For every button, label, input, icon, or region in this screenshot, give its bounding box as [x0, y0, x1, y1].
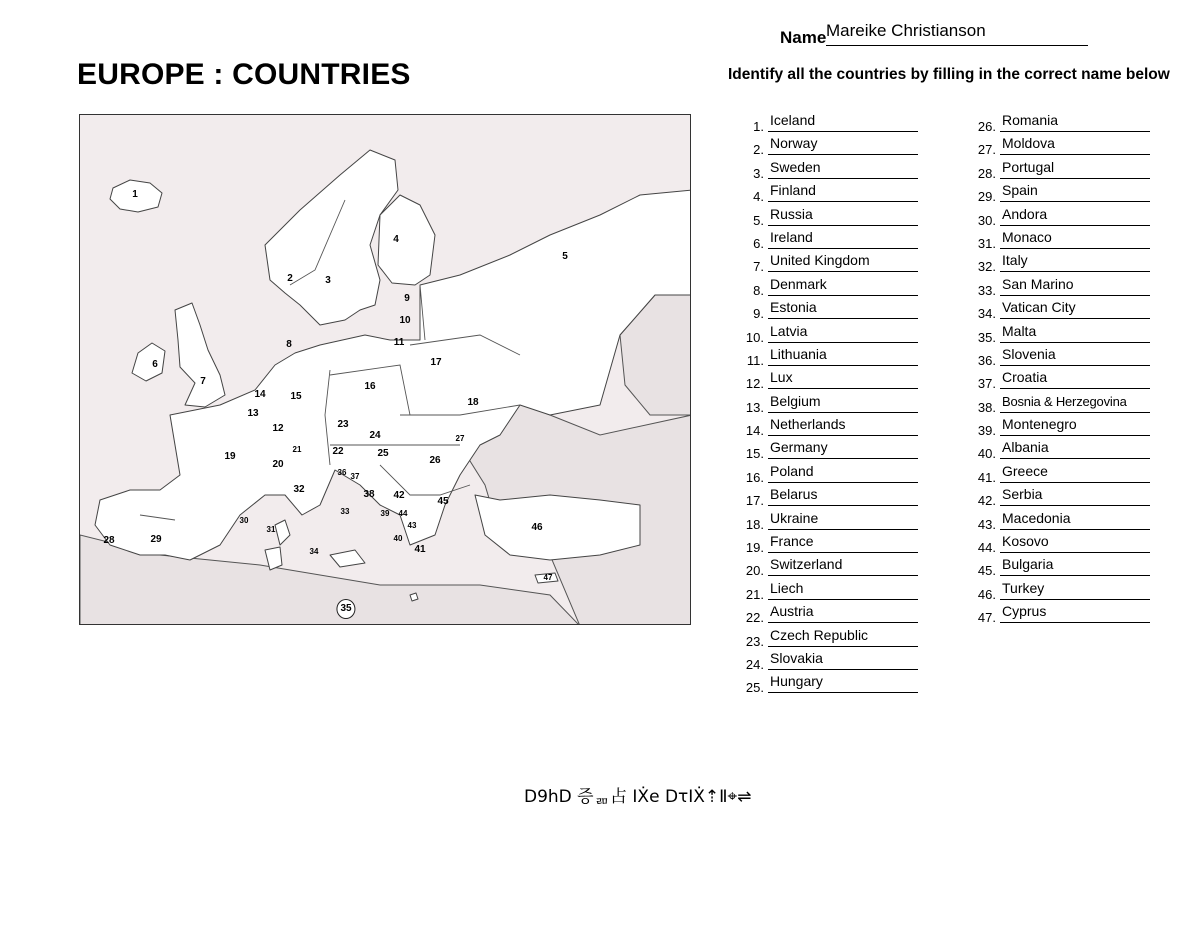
map-label-25: 25: [377, 448, 389, 459]
answer-field[interactable]: Latvia: [768, 322, 918, 343]
answer-number: 31.: [977, 235, 996, 251]
map-label-28: 28: [103, 535, 115, 546]
answer-number: 32.: [977, 259, 996, 275]
answer-number: 24.: [745, 656, 764, 672]
map-label-4: 4: [393, 234, 399, 245]
answer-number: 42.: [977, 493, 996, 509]
map-label-11: 11: [393, 337, 405, 348]
answer-field[interactable]: Netherlands: [768, 415, 918, 436]
map-label-31: 31: [266, 525, 276, 534]
map-label-7: 7: [200, 376, 206, 387]
answer-field[interactable]: Switzerland: [768, 555, 918, 576]
map-label-26: 26: [429, 455, 441, 466]
map-label-22: 22: [332, 446, 344, 457]
answer-field[interactable]: Italy: [1000, 251, 1150, 272]
answer-number: 10.: [745, 329, 764, 345]
answer-field[interactable]: Cyprus: [1000, 602, 1150, 623]
answer-field[interactable]: Sweden: [768, 158, 918, 179]
map-label-13: 13: [247, 408, 259, 419]
answer-number: 41.: [977, 469, 996, 485]
answer-field[interactable]: Ukraine: [768, 509, 918, 530]
answer-field[interactable]: Romania: [1000, 111, 1150, 132]
answer-number: 6.: [753, 235, 764, 251]
answer-field[interactable]: Belarus: [768, 485, 918, 506]
map-label-42: 42: [393, 490, 405, 501]
answer-number: 17.: [745, 493, 764, 509]
answer-field[interactable]: Bosnia & Herzegovina: [1000, 392, 1150, 413]
map-label-14: 14: [254, 389, 266, 400]
map-label-5: 5: [562, 251, 568, 262]
map-label-12: 12: [272, 423, 284, 434]
answer-number: 19.: [745, 540, 764, 556]
map-label-19: 19: [224, 451, 236, 462]
map-label-18: 18: [467, 397, 479, 408]
answer-number: 22.: [745, 610, 764, 626]
map-label-35: 35: [336, 599, 355, 619]
page-title: EUROPE : COUNTRIES: [77, 58, 411, 91]
answer-number: 3.: [753, 165, 764, 181]
europe-map: [79, 114, 691, 625]
answer-number: 28.: [977, 165, 996, 181]
answer-field[interactable]: Germany: [768, 438, 918, 459]
europe-map-drawing: [80, 115, 691, 625]
answer-field[interactable]: Turkey: [1000, 579, 1150, 600]
map-label-10: 10: [399, 315, 411, 326]
map-label-45: 45: [437, 496, 449, 507]
map-label-27: 27: [455, 434, 465, 443]
answer-number: 9.: [753, 306, 764, 322]
answer-field[interactable]: Slovenia: [1000, 345, 1150, 366]
answer-field[interactable]: Montenegro: [1000, 415, 1150, 436]
answer-number: 13.: [745, 399, 764, 415]
scandinavia-shape: [265, 150, 398, 325]
map-label-30: 30: [239, 516, 249, 525]
answer-field[interactable]: Greece: [1000, 462, 1150, 483]
answer-number: 34.: [977, 306, 996, 322]
answer-number: 36.: [977, 352, 996, 368]
answer-number: 7.: [753, 259, 764, 275]
answer-field[interactable]: Croatia: [1000, 368, 1150, 389]
uk-shape: [175, 303, 225, 407]
answer-field[interactable]: Vatican City: [1000, 298, 1150, 319]
map-label-39: 39: [380, 509, 390, 518]
answer-number: 37.: [977, 376, 996, 392]
answer-field[interactable]: Lithuania: [768, 345, 918, 366]
answer-field[interactable]: Andora: [1000, 205, 1150, 226]
answer-number: 2.: [753, 142, 764, 158]
answer-field[interactable]: Macedonia: [1000, 509, 1150, 530]
answer-number: 35.: [977, 329, 996, 345]
map-label-34: 34: [309, 547, 319, 556]
answer-field[interactable]: Iceland: [768, 111, 918, 132]
answer-number: 30.: [977, 212, 996, 228]
answer-number: 25.: [745, 680, 764, 696]
instructions-text: Identify all the countries by filling in the correct name below: [728, 66, 1170, 83]
map-label-43: 43: [407, 521, 417, 530]
footer-garbled-text: D9hD 증ᆱ占 IẊe DτIẊ⇡Ⅱ⌖⇌: [524, 787, 752, 807]
corsica-shape: [275, 520, 290, 545]
answer-number: 26.: [977, 119, 996, 134]
map-label-24: 24: [369, 430, 381, 441]
answer-number: 29.: [977, 189, 996, 205]
map-label-33: 33: [340, 507, 350, 516]
answer-field[interactable]: Kosovo: [1000, 532, 1150, 553]
answer-number: 18.: [745, 516, 764, 532]
answer-field[interactable]: Serbia: [1000, 485, 1150, 506]
answer-number: 45.: [977, 563, 996, 579]
map-label-1: 1: [132, 189, 138, 200]
map-label-8: 8: [286, 339, 292, 350]
map-label-38: 38: [363, 489, 375, 500]
answer-field[interactable]: Liech: [768, 579, 918, 600]
sicily-shape: [330, 550, 365, 567]
answer-field[interactable]: San Marino: [1000, 275, 1150, 296]
map-label-47: 47: [543, 573, 553, 582]
answer-number: 46.: [977, 586, 996, 602]
answer-field[interactable]: Lux: [768, 368, 918, 389]
map-label-41: 41: [414, 544, 426, 555]
answer-field[interactable]: Albania: [1000, 438, 1150, 459]
answer-number: 43.: [977, 516, 996, 532]
map-label-17: 17: [430, 357, 442, 368]
map-label-9: 9: [404, 293, 410, 304]
ireland-shape: [132, 343, 165, 381]
answer-number: 5.: [753, 212, 764, 228]
malta-shape: [410, 593, 418, 601]
map-label-2: 2: [287, 273, 293, 284]
answer-field[interactable]: Malta: [1000, 322, 1150, 343]
answer-field[interactable]: Denmark: [768, 275, 918, 296]
map-label-44: 44: [398, 509, 408, 518]
answer-field[interactable]: Slovakia: [768, 649, 918, 670]
answer-number: 12.: [745, 376, 764, 392]
name-field[interactable]: Mareike Christianson: [826, 20, 1088, 46]
answer-field[interactable]: Finland: [768, 181, 918, 202]
map-label-6: 6: [152, 359, 158, 370]
answer-number: 33.: [977, 282, 996, 298]
answer-field[interactable]: Czech Republic: [768, 626, 918, 647]
map-label-32: 32: [293, 484, 305, 495]
answer-number: 20.: [745, 563, 764, 579]
map-label-29: 29: [150, 534, 162, 545]
answer-number: 4.: [753, 189, 764, 205]
answer-number: 8.: [753, 282, 764, 298]
answer-number: 39.: [977, 423, 996, 439]
answer-number: 16.: [745, 469, 764, 485]
answer-field[interactable]: Russia: [768, 205, 918, 226]
answer-number: 40.: [977, 446, 996, 462]
answer-field[interactable]: Spain: [1000, 181, 1150, 202]
map-label-37: 37: [350, 472, 360, 481]
answer-field[interactable]: Monaco: [1000, 228, 1150, 249]
answer-field[interactable]: Austria: [768, 602, 918, 623]
map-label-3: 3: [325, 275, 331, 286]
answer-field[interactable]: Norway: [768, 134, 918, 155]
answer-field[interactable]: Hungary: [768, 672, 918, 693]
turkey-shape: [475, 495, 640, 560]
answer-number: 44.: [977, 540, 996, 556]
map-label-36: 36: [337, 468, 347, 477]
answer-field[interactable]: France: [768, 532, 918, 553]
answer-field[interactable]: Ireland: [768, 228, 918, 249]
answer-field[interactable]: Bulgaria: [1000, 555, 1150, 576]
answer-field[interactable]: Moldova: [1000, 134, 1150, 155]
answer-number: 47.: [977, 610, 996, 626]
map-label-20: 20: [272, 459, 284, 470]
answer-field[interactable]: Estonia: [768, 298, 918, 319]
answer-number: 1.: [753, 119, 764, 134]
map-label-40: 40: [393, 534, 403, 543]
answer-number: 38.: [977, 399, 996, 415]
answer-number: 15.: [745, 446, 764, 462]
map-label-16: 16: [364, 381, 376, 392]
answer-field[interactable]: United Kingdom: [768, 251, 918, 272]
finland-shape: [378, 195, 435, 285]
answer-number: 23.: [745, 633, 764, 649]
answer-number: 11.: [746, 352, 764, 368]
answer-field[interactable]: Portugal: [1000, 158, 1150, 179]
answer-number: 21.: [745, 586, 764, 602]
map-label-15: 15: [290, 391, 302, 402]
answer-field[interactable]: Belgium: [768, 392, 918, 413]
map-label-23: 23: [337, 419, 349, 430]
name-label: Name: [780, 28, 827, 47]
answer-number: 27.: [977, 142, 996, 158]
answer-field[interactable]: Poland: [768, 462, 918, 483]
map-label-46: 46: [531, 522, 543, 533]
map-label-21: 21: [292, 445, 302, 454]
answer-number: 14.: [745, 423, 764, 439]
